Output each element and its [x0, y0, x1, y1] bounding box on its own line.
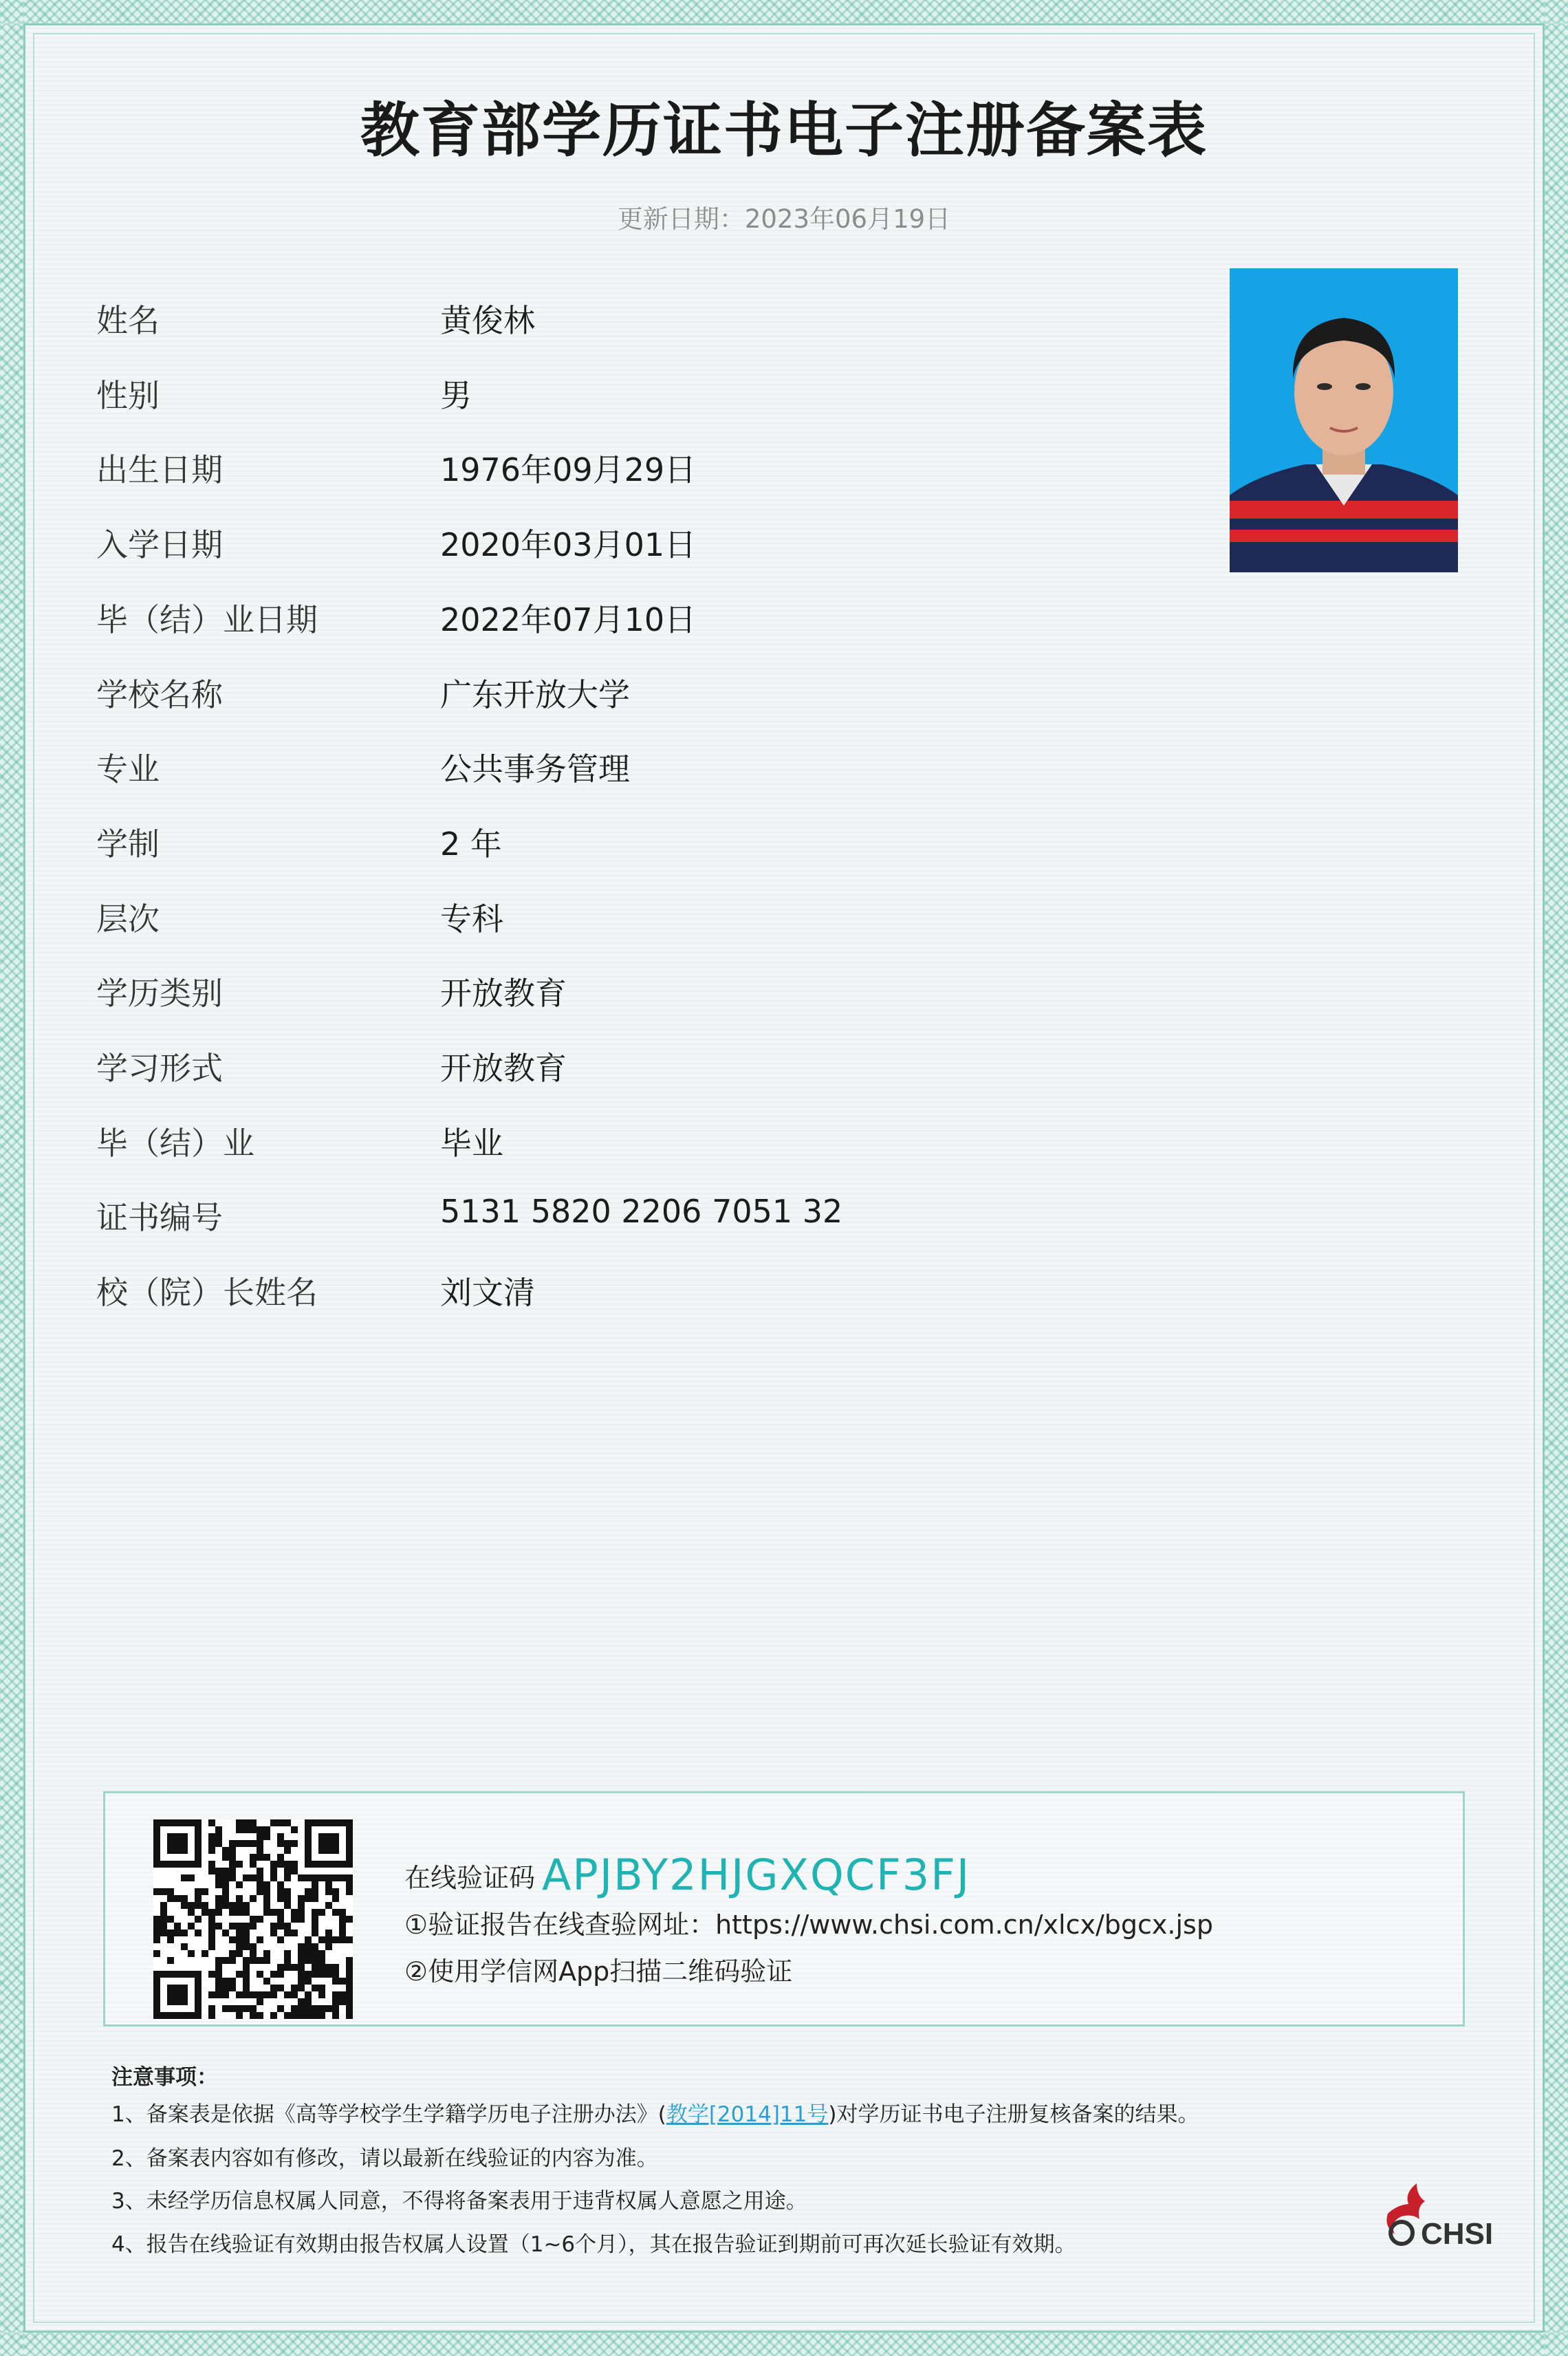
svg-text:CHSI: CHSI [1421, 2217, 1494, 2251]
field-value: 2 年 [440, 825, 502, 863]
qr-code-icon[interactable] [153, 1819, 353, 2019]
verification-box [103, 1791, 1465, 2027]
note-2: 2、备案表内容如有修改，请以最新在线验证的内容为准。 [111, 2146, 658, 2171]
note-1-suffix: )对学历证书电子注册复核备案的结果。 [828, 2102, 1199, 2127]
field-value: 开放教育 [440, 1050, 567, 1087]
field-label: 毕（结）业 [96, 1125, 254, 1162]
verification-code: APJBY2HJGXQCF3FJ [542, 1850, 971, 1900]
field-value: 2020年03月01日 [440, 526, 697, 563]
field-value: 黄俊林 [440, 302, 535, 339]
field-value: 1976年09月29日 [440, 451, 697, 488]
field-value: 5131 5820 2206 7051 32 [440, 1193, 843, 1230]
field-value: 男 [440, 377, 472, 414]
field-label: 毕（结）业日期 [96, 601, 318, 638]
verification-code-label: 在线验证码 [404, 1863, 536, 1893]
field-label: 学历类别 [96, 975, 223, 1012]
notes-title: 注意事项： [111, 2065, 218, 2090]
field-value: 公共事务管理 [440, 750, 630, 788]
field-label: 学制 [96, 825, 160, 863]
id-photo [1230, 268, 1458, 572]
update-date: 更新日期：2023年06月19日 [617, 204, 951, 234]
field-label: 姓名 [96, 302, 160, 339]
note-3: 3、未经学历信息权属人同意，不得将备案表用于违背权属人意愿之用途。 [111, 2189, 807, 2214]
regulation-link[interactable]: 教学[2014]11号 [666, 2102, 829, 2127]
field-value: 专科 [440, 900, 503, 938]
field-label: 学习形式 [96, 1050, 223, 1087]
field-label: 校（院）长姓名 [96, 1274, 318, 1311]
field-label: 学校名称 [96, 676, 223, 713]
verification-url-text: ①验证报告在线查验网址：https://www.chsi.com.cn/xlcx/bgcx.jsp [404, 1910, 1213, 1940]
field-value: 2022年07月10日 [440, 601, 697, 638]
verification-app-text: ②使用学信网App扫描二维码验证 [404, 1956, 793, 1987]
field-label: 证书编号 [96, 1199, 223, 1236]
field-value: 广东开放大学 [440, 676, 630, 713]
field-label: 出生日期 [96, 451, 223, 488]
note-1 [111, 2097, 1199, 2128]
field-value: 毕业 [440, 1125, 503, 1162]
field-value: 开放教育 [440, 975, 567, 1012]
field-label: 层次 [96, 900, 160, 938]
note-1-prefix: 1、备案表是依据《高等学校学生学籍学历电子注册办法》( [111, 2102, 666, 2127]
chsi-logo-icon [1369, 2178, 1506, 2254]
field-label: 入学日期 [96, 526, 223, 563]
verification-code-line [404, 1850, 970, 1900]
field-label: 专业 [96, 750, 160, 788]
field-value: 刘文清 [440, 1274, 535, 1311]
field-label: 性别 [96, 377, 160, 414]
note-4: 4、报告在线验证有效期由报告权属人设置（1~6个月），其在报告验证到期前可再次延长验证有效期。 [111, 2232, 1076, 2257]
document-title: 教育部学历证书电子注册备案表 [360, 96, 1208, 165]
